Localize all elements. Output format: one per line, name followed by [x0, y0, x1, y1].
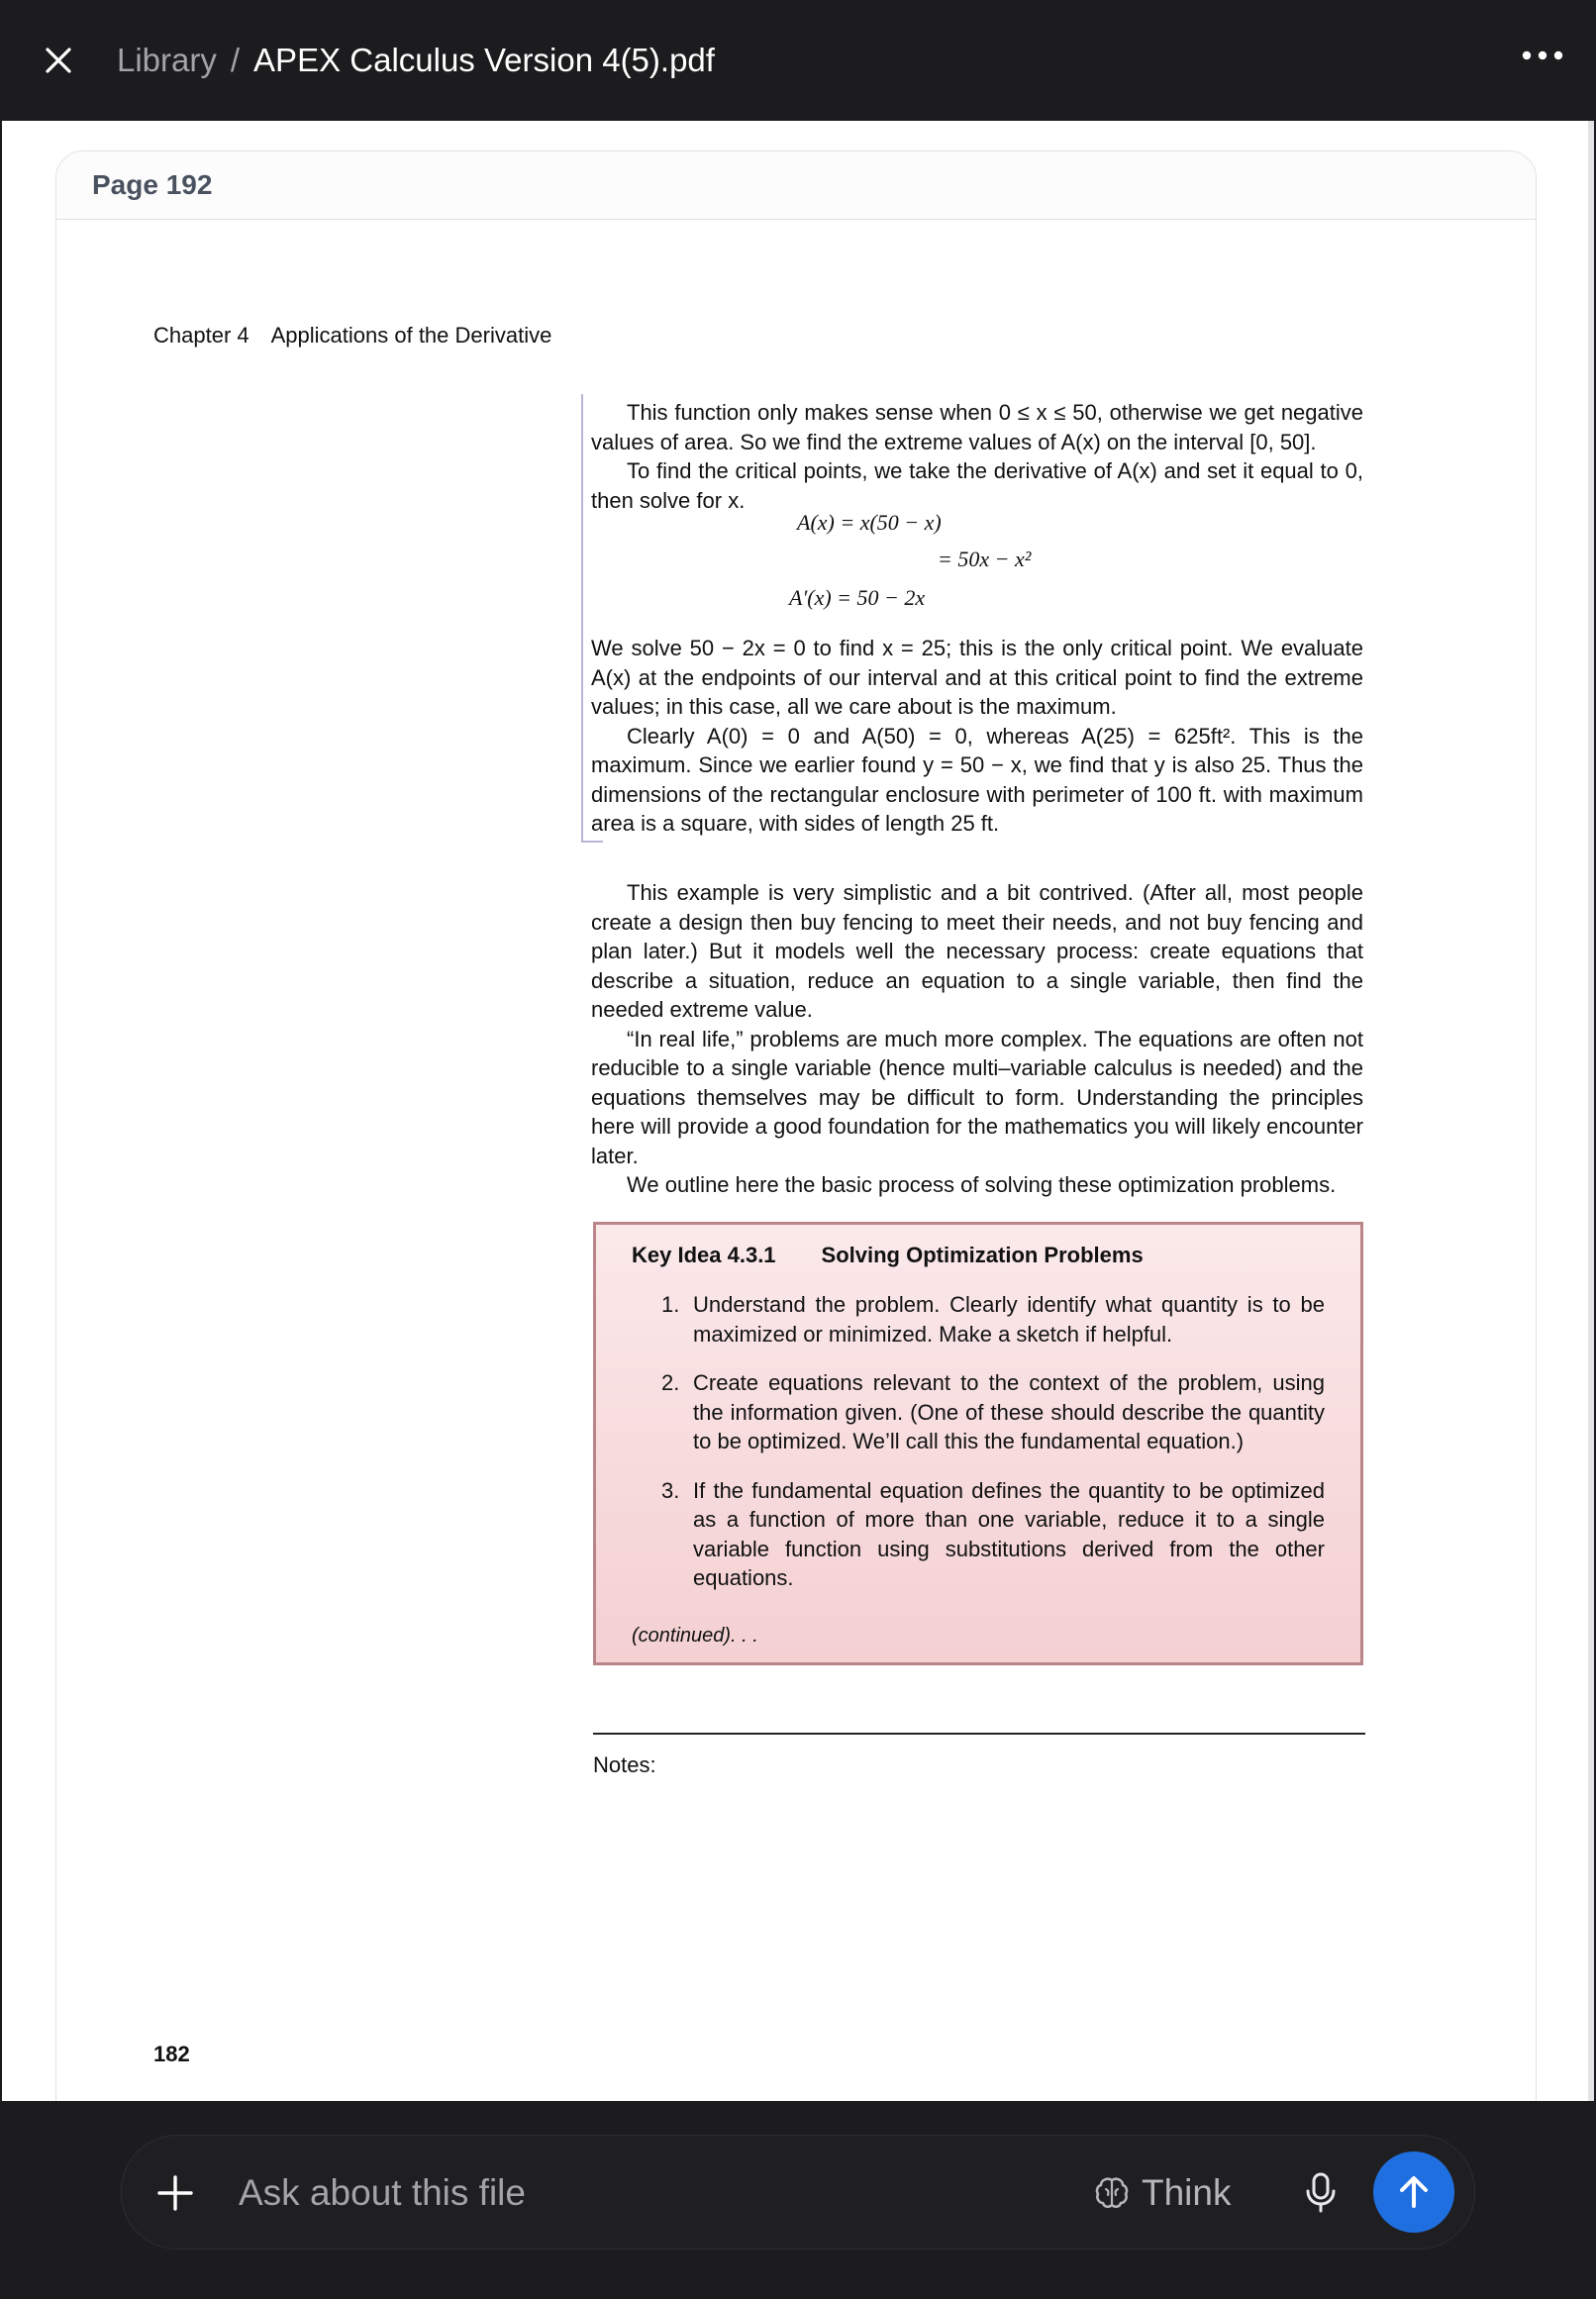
- microphone-button[interactable]: [1298, 2169, 1344, 2215]
- add-attachment-button[interactable]: [153, 2171, 197, 2215]
- example-margin-bar-end: [581, 841, 603, 843]
- step-number: 1.: [661, 1292, 680, 1317]
- step-number: 3.: [661, 1477, 680, 1503]
- page-number: 182: [153, 2042, 190, 2066]
- viewer-scroll-edge: [1588, 121, 1594, 2101]
- key-idea-step: [661, 1368, 1325, 1456]
- example-margin-bar: [581, 394, 583, 842]
- paragraph: Clearly A(0) = 0 and A(50) = 0, whereas A(25) = 625ft². This is the maximum. Since we earlier found y = 50 − x, we find that y is also 25. Thus the dimensions of the rectangular enclosure with perimeter of 100 ft. with maximum area is a square, with sides of length 25 ft.: [591, 723, 1363, 836]
- running-head-title: Applications of the Derivative: [270, 323, 552, 348]
- step-text: If the fundamental equation defines the quantity to be optimized as a function of more than one variable, reduce it to a single variable function using substitutions derived from the other equations.: [693, 1477, 1325, 1590]
- breadcrumb-file-name: APEX Calculus Version 4(5).pdf: [253, 42, 715, 78]
- send-button[interactable]: [1373, 2151, 1454, 2233]
- breadcrumb: [117, 40, 715, 81]
- chat-composer: [121, 2135, 1475, 2249]
- think-label: Think: [1142, 2172, 1232, 2213]
- step-text: Understand the problem. Clearly identify what quantity is to be maximized or minimized. Make a sketch if helpful.: [693, 1292, 1325, 1347]
- notes-label: Notes:: [593, 1752, 656, 1777]
- paragraph: This example is very simplistic and a bit contrived. (After all, most people create a design then buy fencing to meet their needs, and not buy fencing and plan later.) But it models well the necessary process: create equations that describe a situation, reduce an equation to a single variable, then find the needed extreme value.: [591, 880, 1363, 1022]
- key-idea-steps: [661, 1290, 1325, 1613]
- arrow-up-icon: [1392, 2170, 1436, 2214]
- ask-input[interactable]: [237, 2161, 993, 2225]
- body-text-block: [591, 878, 1363, 1200]
- key-idea-title: Solving Optimization Problems: [821, 1243, 1144, 1267]
- pdf-page-content: [56, 220, 1536, 2101]
- plus-icon: [153, 2171, 197, 2215]
- key-idea-step: [661, 1476, 1325, 1593]
- close-icon: [38, 40, 79, 81]
- more-icon: [1513, 36, 1572, 75]
- running-head: [153, 323, 551, 349]
- page-header: [56, 151, 1536, 220]
- paragraph: We solve 50 − 2x = 0 to find x = 25; this is the only critical point. We evaluate A(x) at the endpoints of our interval and at this critical point to find the extreme values; in this case, all we care about is the maximum.: [591, 636, 1363, 719]
- close-button[interactable]: [38, 40, 79, 81]
- key-idea-label: Key Idea 4.3.1: [632, 1243, 776, 1267]
- top-bar: [0, 0, 1596, 121]
- example-block-bottom: [591, 634, 1363, 839]
- page-label: Page 192: [92, 169, 213, 200]
- key-idea-box: [593, 1222, 1363, 1665]
- think-button[interactable]: [1092, 2165, 1231, 2221]
- step-number: 2.: [661, 1370, 680, 1395]
- more-options-button[interactable]: [1513, 36, 1572, 75]
- paragraph: This function only makes sense when 0 ≤ x ≤ 50, otherwise we get negative values of area. So we find the extreme values of A(x) on the interval [0, 50].: [591, 400, 1363, 454]
- paragraph: To find the critical points, we take the derivative of A(x) and set it equal to 0, then solve for x.: [591, 458, 1363, 513]
- brain-icon: [1092, 2173, 1132, 2213]
- running-head-chapter: Chapter 4: [153, 323, 249, 348]
- example-block-top: [591, 398, 1363, 515]
- key-idea-heading: [632, 1243, 1144, 1268]
- document-viewer[interactable]: [2, 121, 1594, 2101]
- key-idea-step: [661, 1290, 1325, 1349]
- paragraph: “In real life,” problems are much more complex. The equations are often not reducible to a single variable (hence multi–variable calculus is needed) and the equations themselves may be difficult to form. Understanding the principles here will provide a good foundation for the mathematics you will likely encounter later.: [591, 1026, 1363, 1168]
- paragraph: We outline here the basic process of solving these optimization problems.: [627, 1172, 1337, 1197]
- equation-line-3: A′(x) = 50 − 2x: [789, 585, 926, 610]
- pdf-page-card: [55, 150, 1537, 2101]
- chat-bar: [0, 2101, 1596, 2299]
- notes-divider: [593, 1733, 1365, 1735]
- equation-line-1: A(x) = x(50 − x): [797, 510, 942, 535]
- equation-line-2: = 50x − x²: [938, 547, 1032, 571]
- breadcrumb-library[interactable]: Library: [117, 42, 217, 78]
- key-idea-continued: (continued). . .: [632, 1625, 758, 1647]
- mic-icon: [1298, 2169, 1344, 2215]
- step-text: Create equations relevant to the context of the problem, using the information given. (One of these should describe the quantity to be optimized. We’ll call this the fundamental equation.): [693, 1370, 1325, 1453]
- breadcrumb-separator: /: [230, 42, 241, 78]
